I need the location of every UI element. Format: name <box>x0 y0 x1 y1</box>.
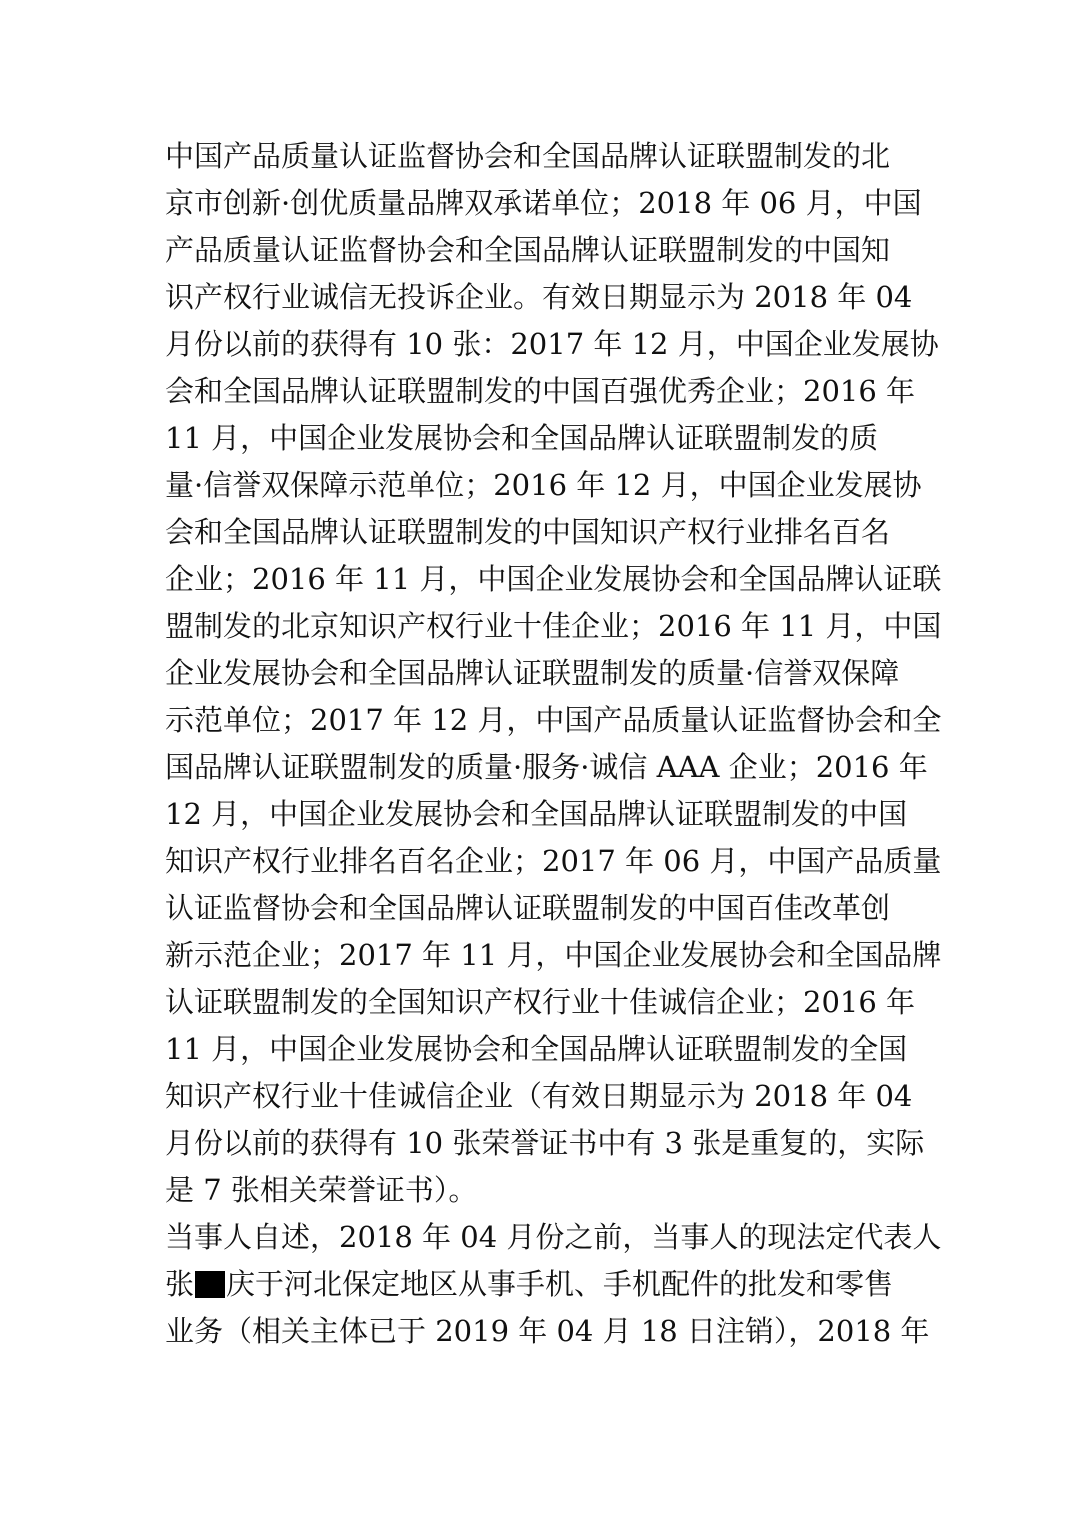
text-line-25 <box>165 1261 925 1308</box>
text-line-17: 认证监督协会和全国品牌认证联盟制发的中国百佳改革创 <box>165 891 891 925</box>
text-line-23: 是 7 张相关荣誉证书）。 <box>165 1173 478 1207</box>
text-line-11: 盟制发的北京知识产权行业十佳企业；2016 年 11 月，中国 <box>165 609 942 643</box>
redaction-block <box>195 1271 225 1298</box>
text-line-2: 京市创新·创优质量品牌双承诺单位；2018 年 06 月，中国 <box>165 186 922 220</box>
body-text <box>165 133 942 1355</box>
text-line-18: 新示范企业；2017 年 11 月，中国企业发展协会和全国品牌 <box>165 938 942 972</box>
text-line-25-start: 张 <box>165 1267 195 1301</box>
text-line-14: 国品牌认证联盟制发的质量·服务·诚信 AAA 企业；2016 年 <box>165 750 928 784</box>
text-line-26: 业务（相关主体已于 2019 年 04 月 18 日注销），2018 年 <box>165 1314 930 1348</box>
text-line-19: 认证联盟制发的全国知识产权行业十佳诚信企业；2016 年 <box>165 985 916 1019</box>
text-line-6: 会和全国品牌认证联盟制发的中国百强优秀企业；2016 年 <box>165 374 916 408</box>
text-line-4: 识产权行业诚信无投诉企业。有效日期显示为 2018 年 04 <box>165 280 913 314</box>
text-line-8: 量·信誉双保障示范单位；2016 年 12 月，中国企业发展协 <box>165 468 922 502</box>
text-line-21: 知识产权行业十佳诚信企业（有效日期显示为 2018 年 04 <box>165 1079 913 1113</box>
text-line-1: 中国产品质量认证监督协会和全国品牌认证联盟制发的北 <box>165 139 891 173</box>
text-line-24: 当事人自述，2018 年 04 月份之前，当事人的现法定代表人 <box>165 1220 942 1254</box>
text-line-15: 12 月，中国企业发展协会和全国品牌认证联盟制发的中国 <box>165 797 908 831</box>
text-line-13: 示范单位；2017 年 12 月，中国产品质量认证监督协会和全 <box>165 703 942 737</box>
text-line-25-end: 庆于河北保定地区从事手机、手机配件的批发和零售 <box>226 1267 894 1301</box>
text-line-9: 会和全国品牌认证联盟制发的中国知识产权行业排名百名 <box>165 515 891 549</box>
text-line-22: 月份以前的获得有 10 张荣誉证书中有 3 张是重复的，实际 <box>165 1126 925 1160</box>
text-line-16: 知识产权行业排名百名企业；2017 年 06 月，中国产品质量 <box>165 844 942 878</box>
text-line-7: 11 月，中国企业发展协会和全国品牌认证联盟制发的质 <box>165 421 879 455</box>
text-line-10: 企业；2016 年 11 月，中国企业发展协会和全国品牌认证联 <box>165 562 942 596</box>
text-line-12: 企业发展协会和全国品牌认证联盟制发的质量·信誉双保障 <box>165 656 900 690</box>
text-line-20: 11 月，中国企业发展协会和全国品牌认证联盟制发的全国 <box>165 1032 908 1066</box>
text-line-3: 产品质量认证监督协会和全国品牌认证联盟制发的中国知 <box>165 233 891 267</box>
text-line-5: 月份以前的获得有 10 张：2017 年 12 月，中国企业发展协 <box>165 327 939 361</box>
